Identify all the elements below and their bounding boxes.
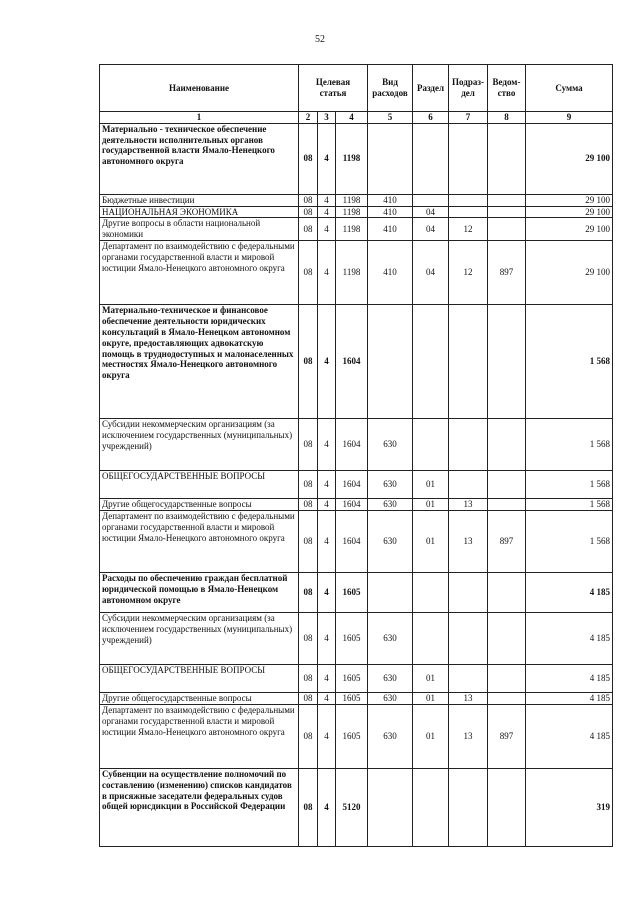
row-sum: 1 568 [526, 305, 613, 419]
row-department: 897 [488, 704, 526, 768]
page-number: 52 [315, 34, 325, 45]
row-target-article-2: 4 [318, 241, 336, 305]
row-target-article-3: 1604 [336, 471, 368, 499]
row-section: 01 [413, 704, 449, 768]
row-target-article-2: 4 [318, 693, 336, 705]
column-number: 8 [488, 112, 526, 124]
row-target-article-3: 1604 [336, 511, 368, 573]
row-target-article-2: 4 [318, 206, 336, 218]
row-name: Субсидии некоммерческим организациям (за исключением государственных (муниципальных) учреждений) [100, 419, 299, 471]
row-target-article-1: 08 [299, 511, 318, 573]
row-target-article-1: 08 [299, 665, 318, 693]
row-section: 01 [413, 499, 449, 511]
row-department [488, 613, 526, 665]
row-target-article-1: 08 [299, 573, 318, 613]
row-subsection [449, 419, 488, 471]
row-subsection: 12 [449, 218, 488, 241]
row-target-article-1: 08 [299, 419, 318, 471]
row-target-article-2: 4 [318, 511, 336, 573]
row-subsection [449, 206, 488, 218]
row-department: 897 [488, 511, 526, 573]
row-department [488, 693, 526, 705]
row-target-article-3: 1605 [336, 693, 368, 705]
row-name: Другие общегосударственные вопросы [100, 499, 299, 511]
row-target-article-2: 4 [318, 194, 336, 206]
row-name: НАЦИОНАЛЬНАЯ ЭКОНОМИКА [100, 206, 299, 218]
table-row [100, 511, 613, 573]
row-expense-type: 410 [368, 206, 413, 218]
row-target-article-3: 1605 [336, 613, 368, 665]
column-number: 5 [368, 112, 413, 124]
header-expense-type-line2: расходов [372, 88, 408, 98]
row-sum: 29 100 [526, 241, 613, 305]
table-header-row [100, 65, 613, 112]
row-target-article-2: 4 [318, 218, 336, 241]
header-section: Раздел [413, 65, 449, 112]
row-section [413, 573, 449, 613]
row-subsection [449, 613, 488, 665]
row-expense-type: 630 [368, 499, 413, 511]
table-row [100, 704, 613, 768]
row-expense-type [368, 573, 413, 613]
row-name: Субсидии некоммерческим организациям (за исключением государственных (муниципальных) учреждений) [100, 613, 299, 665]
row-department [488, 218, 526, 241]
row-target-article-1: 08 [299, 123, 318, 194]
row-section: 01 [413, 471, 449, 499]
row-name: Бюджетные инвестиции [100, 194, 299, 206]
row-section [413, 768, 449, 846]
table-row [100, 613, 613, 665]
row-sum: 4 185 [526, 613, 613, 665]
table-row [100, 123, 613, 194]
header-sum: Сумма [526, 65, 613, 112]
row-department [488, 419, 526, 471]
table-row [100, 241, 613, 305]
row-target-article-1: 08 [299, 704, 318, 768]
row-target-article-2: 4 [318, 123, 336, 194]
header-department-line2: ство [497, 88, 516, 98]
row-sum: 4 185 [526, 665, 613, 693]
row-expense-type [368, 768, 413, 846]
row-sum: 29 100 [526, 218, 613, 241]
row-section [413, 305, 449, 419]
row-expense-type [368, 305, 413, 419]
header-department [488, 65, 526, 112]
row-sum: 1 568 [526, 419, 613, 471]
row-section: 04 [413, 218, 449, 241]
row-name: Субвенции на осуществление полномочий по составлению (изменению) списков кандидатов в присяжные заседатели федеральных судов общей юрисдикции в Российской Федерации [100, 768, 299, 846]
row-target-article-2: 4 [318, 613, 336, 665]
header-target-line2: статья [319, 88, 347, 98]
row-target-article-1: 08 [299, 305, 318, 419]
row-target-article-3: 1198 [336, 194, 368, 206]
column-number: 9 [526, 112, 613, 124]
row-target-article-1: 08 [299, 613, 318, 665]
header-target-line1: Целевая [315, 77, 351, 88]
row-section [413, 613, 449, 665]
row-target-article-3: 1604 [336, 419, 368, 471]
header-subsection-line1: Подраз- [452, 77, 484, 88]
row-subsection [449, 305, 488, 419]
row-department [488, 768, 526, 846]
column-number: 6 [413, 112, 449, 124]
row-section [413, 194, 449, 206]
row-sum: 4 185 [526, 704, 613, 768]
row-subsection [449, 573, 488, 613]
row-target-article-2: 4 [318, 768, 336, 846]
row-name: Другие общегосударственные вопросы [100, 693, 299, 705]
row-department [488, 194, 526, 206]
row-target-article-3: 1198 [336, 123, 368, 194]
table-row [100, 194, 613, 206]
row-subsection [449, 471, 488, 499]
row-section [413, 419, 449, 471]
column-number: 3 [318, 112, 336, 124]
row-target-article-3: 1605 [336, 665, 368, 693]
row-section: 04 [413, 206, 449, 218]
row-subsection: 12 [449, 241, 488, 305]
row-sum: 29 100 [526, 206, 613, 218]
row-target-article-2: 4 [318, 704, 336, 768]
column-number-row [100, 112, 613, 124]
row-section: 01 [413, 511, 449, 573]
row-target-article-3: 1198 [336, 206, 368, 218]
row-subsection: 13 [449, 704, 488, 768]
row-sum: 1 568 [526, 471, 613, 499]
row-name: ОБЩЕГОСУДАРСТВЕННЫЕ ВОПРОСЫ [100, 471, 299, 499]
row-target-article-3: 1605 [336, 573, 368, 613]
header-department-line1: Ведом- [492, 77, 521, 88]
table-row [100, 665, 613, 693]
row-target-article-3: 1198 [336, 241, 368, 305]
table-row [100, 305, 613, 419]
row-target-article-3: 5120 [336, 768, 368, 846]
row-name: Департамент по взаимодействию с федеральными органами государственной власти и мировой юстиции Ямало-Ненецкого автономного округа [100, 241, 299, 305]
row-expense-type: 630 [368, 665, 413, 693]
row-section: 01 [413, 665, 449, 693]
row-target-article-3: 1605 [336, 704, 368, 768]
table-row [100, 693, 613, 705]
row-target-article-1: 08 [299, 499, 318, 511]
header-subsection-line2: дел [461, 88, 475, 98]
row-section: 01 [413, 693, 449, 705]
row-target-article-2: 4 [318, 573, 336, 613]
header-expense-type [368, 65, 413, 112]
row-target-article-2: 4 [318, 665, 336, 693]
row-name: Материально - техническое обеспечение деятельности исполнительных органов государственной власти Ямало-Ненецкого автономного округа [100, 123, 299, 194]
row-name: Другие вопросы в области национальной экономики [100, 218, 299, 241]
row-name: Департамент по взаимодействию с федеральными органами государственной власти и мировой юстиции Ямало-Ненецкого автономного округа [100, 704, 299, 768]
row-section: 04 [413, 241, 449, 305]
row-expense-type: 630 [368, 704, 413, 768]
row-expense-type: 410 [368, 241, 413, 305]
row-target-article-1: 08 [299, 218, 318, 241]
row-subsection: 13 [449, 511, 488, 573]
row-expense-type [368, 123, 413, 194]
table-row [100, 573, 613, 613]
row-sum: 29 100 [526, 194, 613, 206]
row-subsection [449, 194, 488, 206]
row-subsection: 13 [449, 499, 488, 511]
row-name: ОБЩЕГОСУДАРСТВЕННЫЕ ВОПРОСЫ [100, 665, 299, 693]
table-row [100, 499, 613, 511]
row-target-article-2: 4 [318, 471, 336, 499]
row-target-article-1: 08 [299, 693, 318, 705]
row-target-article-3: 1604 [336, 305, 368, 419]
row-sum: 4 185 [526, 693, 613, 705]
row-target-article-1: 08 [299, 206, 318, 218]
row-sum: 319 [526, 768, 613, 846]
row-name: Департамент по взаимодействию с федеральными органами государственной власти и мировой юстиции Ямало-Ненецкого автономного округа [100, 511, 299, 573]
row-target-article-2: 4 [318, 305, 336, 419]
header-name: Наименование [100, 65, 299, 112]
column-number: 7 [449, 112, 488, 124]
row-expense-type: 410 [368, 194, 413, 206]
column-number: 1 [100, 112, 299, 124]
row-subsection: 13 [449, 693, 488, 705]
header-subsection [449, 65, 488, 112]
row-target-article-3: 1198 [336, 218, 368, 241]
table-row [100, 206, 613, 218]
budget-table [99, 64, 613, 847]
row-subsection [449, 665, 488, 693]
row-sum: 1 568 [526, 511, 613, 573]
table-row [100, 419, 613, 471]
row-target-article-1: 08 [299, 194, 318, 206]
row-target-article-1: 08 [299, 768, 318, 846]
row-subsection [449, 123, 488, 194]
table-row [100, 471, 613, 499]
row-target-article-3: 1604 [336, 499, 368, 511]
header-expense-type-line1: Вид [382, 77, 398, 88]
column-number: 4 [336, 112, 368, 124]
row-section [413, 123, 449, 194]
row-expense-type: 630 [368, 471, 413, 499]
row-target-article-1: 08 [299, 241, 318, 305]
row-sum: 1 568 [526, 499, 613, 511]
row-expense-type: 630 [368, 511, 413, 573]
row-department [488, 206, 526, 218]
row-department: 897 [488, 241, 526, 305]
row-sum: 4 185 [526, 573, 613, 613]
header-target-article [299, 65, 368, 112]
table-row [100, 768, 613, 846]
row-department [488, 573, 526, 613]
row-expense-type: 630 [368, 419, 413, 471]
row-target-article-2: 4 [318, 419, 336, 471]
table-row [100, 218, 613, 241]
row-expense-type: 630 [368, 613, 413, 665]
row-name: Расходы по обеспечению граждан бесплатной юридической помощью в Ямало-Ненецком автономном округе [100, 573, 299, 613]
row-expense-type: 630 [368, 693, 413, 705]
row-department [488, 471, 526, 499]
column-number: 2 [299, 112, 318, 124]
row-department [488, 123, 526, 194]
row-expense-type: 410 [368, 218, 413, 241]
row-target-article-1: 08 [299, 471, 318, 499]
row-subsection [449, 768, 488, 846]
row-target-article-2: 4 [318, 499, 336, 511]
row-name: Материально-техническое и финансовое обеспечение деятельности юридических консультаций в Ямало-Ненецком автономном округе, предоставляющих адвокатскую помощь в труднодоступных и малонаселенных местностях Ямало-Ненецкого автономного округа [100, 305, 299, 419]
row-department [488, 665, 526, 693]
row-department [488, 499, 526, 511]
row-sum: 29 100 [526, 123, 613, 194]
row-department [488, 305, 526, 419]
